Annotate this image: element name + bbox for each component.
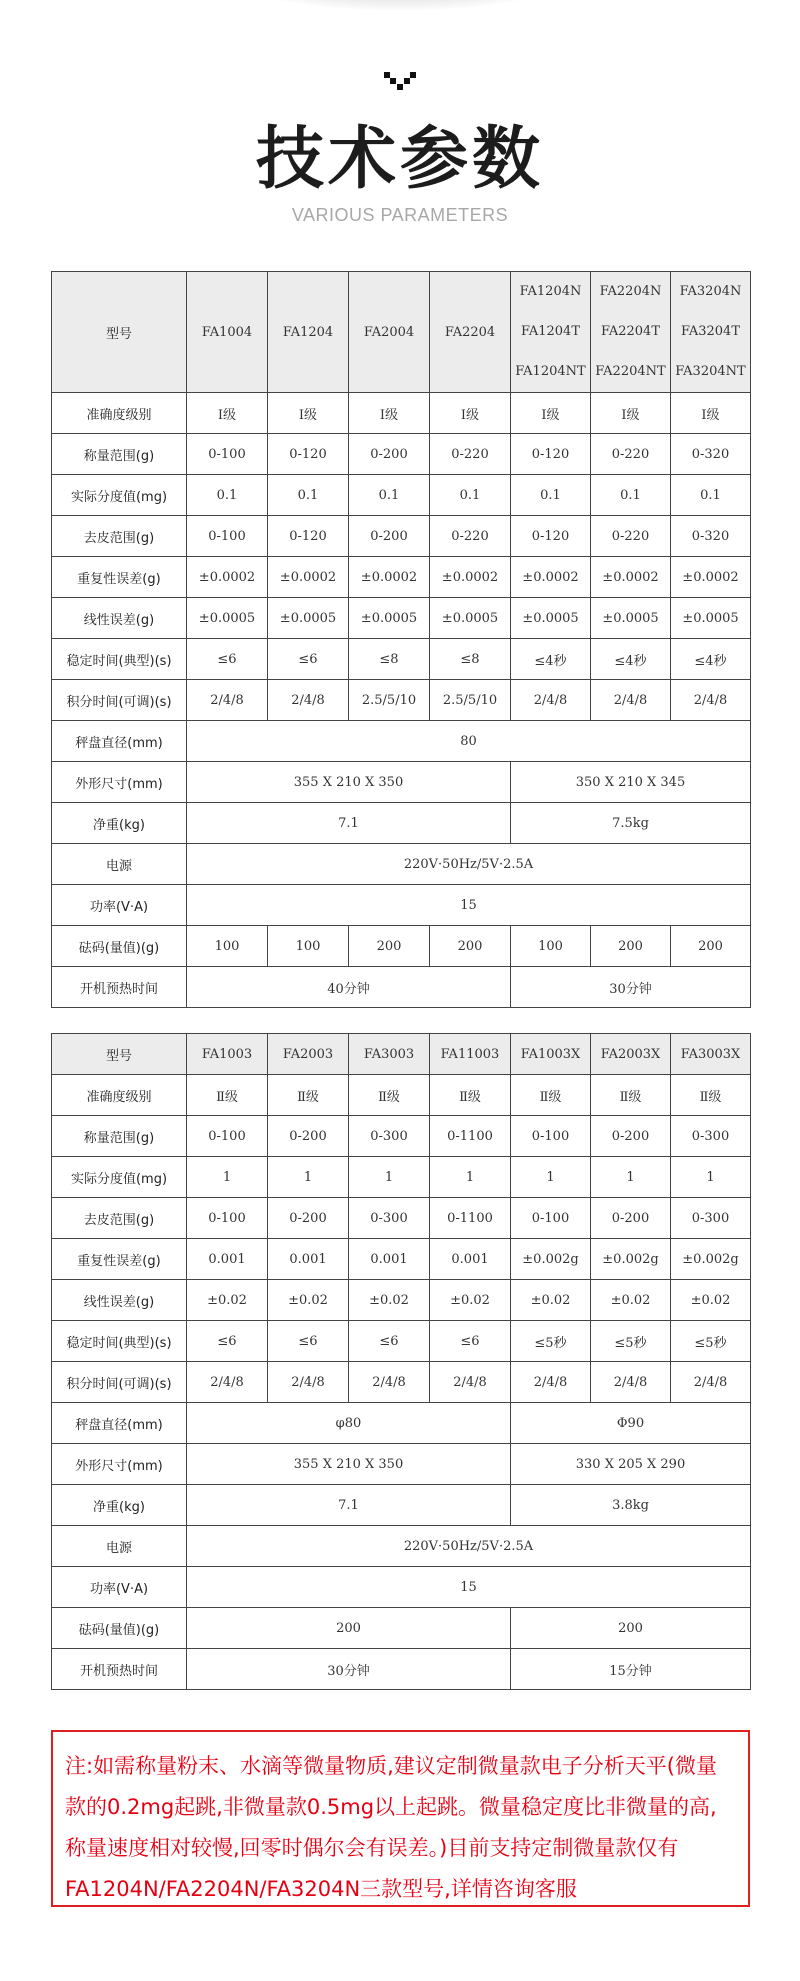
- value-cell: 0.1: [349, 475, 430, 516]
- value-cell: 1: [591, 1157, 671, 1198]
- spec-table-2: [51, 1033, 751, 1690]
- value-cell: ±0.002g: [671, 1239, 751, 1280]
- model-name: FA1204T: [520, 324, 581, 339]
- value-cell: 0-320: [671, 516, 751, 557]
- model-cell: [671, 272, 751, 393]
- value-cell: 100: [268, 926, 349, 967]
- value-cell: ±0.0005: [187, 598, 268, 639]
- value-cell: 80: [187, 721, 751, 762]
- value-cell: 2/4/8: [671, 680, 751, 721]
- value-cell: ±0.02: [349, 1280, 430, 1321]
- model-cell: FA3003: [349, 1034, 430, 1075]
- table-row: [52, 1444, 751, 1485]
- value-cell: 0-220: [591, 434, 671, 475]
- table-row: [52, 1608, 751, 1649]
- row-label: 准确度级别: [52, 1075, 187, 1116]
- value-cell: 0-100: [511, 1198, 591, 1239]
- model-name: FA2204T: [600, 324, 661, 339]
- model-name: FA3204N: [679, 284, 742, 299]
- table-row: [52, 393, 751, 434]
- table-row: [52, 557, 751, 598]
- model-cell: [511, 272, 591, 393]
- value-cell: 2/4/8: [187, 680, 268, 721]
- table-row: [52, 1116, 751, 1157]
- value-cell: 0-120: [511, 516, 591, 557]
- value-cell: ±0.02: [591, 1280, 671, 1321]
- value-cell: φ80: [187, 1403, 511, 1444]
- row-label: 型号: [52, 1034, 187, 1075]
- row-label: 秤盘直径(mm): [52, 1403, 187, 1444]
- value-cell: ±0.0005: [349, 598, 430, 639]
- row-label: 电源: [52, 844, 187, 885]
- value-cell: ±0.0002: [349, 557, 430, 598]
- value-cell: 2/4/8: [671, 1362, 751, 1403]
- value-cell: 0-200: [591, 1198, 671, 1239]
- value-cell: ±0.02: [511, 1280, 591, 1321]
- value-cell: ±0.002g: [591, 1239, 671, 1280]
- table-row: [52, 762, 751, 803]
- value-cell: ≤4秒: [591, 639, 671, 680]
- row-label: 线性误差(g): [52, 1280, 187, 1321]
- value-cell: 30分钟: [511, 967, 751, 1008]
- value-cell: ±0.0002: [187, 557, 268, 598]
- value-cell: ≤4秒: [671, 639, 751, 680]
- value-cell: Φ90: [511, 1403, 751, 1444]
- value-cell: Ⅱ级: [671, 1075, 751, 1116]
- value-cell: 2/4/8: [430, 1362, 511, 1403]
- value-cell: Ⅰ级: [187, 393, 268, 434]
- value-cell: 7.1: [187, 1485, 511, 1526]
- value-cell: 0.1: [187, 475, 268, 516]
- value-cell: 2/4/8: [511, 680, 591, 721]
- value-cell: 0-120: [268, 434, 349, 475]
- value-cell: 350 X 210 X 345: [511, 762, 751, 803]
- value-cell: ≤6: [268, 639, 349, 680]
- value-cell: ±0.0005: [511, 598, 591, 639]
- row-label: 型号: [52, 272, 187, 393]
- value-cell: 3.8kg: [511, 1485, 751, 1526]
- row-label: 积分时间(可调)(s): [52, 680, 187, 721]
- row-label: 称量范围(g): [52, 434, 187, 475]
- model-cell: FA1003X: [511, 1034, 591, 1075]
- row-label: 功率(V·A): [52, 885, 187, 926]
- value-cell: 200: [591, 926, 671, 967]
- table-row: [52, 1198, 751, 1239]
- table-row: [52, 967, 751, 1008]
- row-label: 外形尺寸(mm): [52, 762, 187, 803]
- value-cell: 1: [268, 1157, 349, 1198]
- value-cell: Ⅱ级: [349, 1075, 430, 1116]
- value-cell: ≤6: [187, 639, 268, 680]
- value-cell: 200: [349, 926, 430, 967]
- value-cell: 2/4/8: [349, 1362, 430, 1403]
- value-cell: 0-220: [430, 516, 511, 557]
- value-cell: 0-100: [187, 516, 268, 557]
- value-cell: 100: [511, 926, 591, 967]
- value-cell: 0-200: [349, 434, 430, 475]
- row-label: 去皮范围(g): [52, 1198, 187, 1239]
- table-row: [52, 1362, 751, 1403]
- row-label: 去皮范围(g): [52, 516, 187, 557]
- value-cell: ±0.0005: [671, 598, 751, 639]
- model-cell: FA1003: [187, 1034, 268, 1075]
- value-cell: ≤6: [268, 1321, 349, 1362]
- value-cell: ±0.02: [268, 1280, 349, 1321]
- model-cell: FA11003: [430, 1034, 511, 1075]
- value-cell: 0-1100: [430, 1198, 511, 1239]
- value-cell: ±0.002g: [511, 1239, 591, 1280]
- model-name: FA1204NT: [515, 364, 586, 379]
- value-cell: Ⅱ级: [591, 1075, 671, 1116]
- value-cell: 200: [671, 926, 751, 967]
- value-cell: 2/4/8: [268, 680, 349, 721]
- value-cell: Ⅰ级: [591, 393, 671, 434]
- value-cell: 1: [349, 1157, 430, 1198]
- value-cell: 0-200: [349, 516, 430, 557]
- value-cell: 1: [511, 1157, 591, 1198]
- value-cell: 0.001: [349, 1239, 430, 1280]
- value-cell: 355 X 210 X 350: [187, 1444, 511, 1485]
- value-cell: ≤5秒: [591, 1321, 671, 1362]
- value-cell: 2/4/8: [591, 1362, 671, 1403]
- model-cell: [591, 272, 671, 393]
- value-cell: 220V·50Hz/5V·2.5A: [187, 1526, 751, 1567]
- value-cell: 0-220: [430, 434, 511, 475]
- table-row: [52, 1280, 751, 1321]
- row-label: 净重(kg): [52, 1485, 187, 1526]
- value-cell: ≤8: [430, 639, 511, 680]
- row-label: 重复性误差(g): [52, 557, 187, 598]
- value-cell: Ⅰ级: [671, 393, 751, 434]
- value-cell: 0-120: [511, 434, 591, 475]
- model-name: FA3204T: [680, 324, 741, 339]
- row-label: 积分时间(可调)(s): [52, 1362, 187, 1403]
- value-cell: 2.5/5/10: [349, 680, 430, 721]
- row-label: 功率(V·A): [52, 1567, 187, 1608]
- value-cell: ±0.02: [671, 1280, 751, 1321]
- table-row: [52, 516, 751, 557]
- value-cell: 220V·50Hz/5V·2.5A: [187, 844, 751, 885]
- value-cell: 0.1: [268, 475, 349, 516]
- model-name: FA2204N: [599, 284, 662, 299]
- model-name: FA3204NT: [675, 364, 746, 379]
- value-cell: 2/4/8: [591, 680, 671, 721]
- value-cell: ≤5秒: [511, 1321, 591, 1362]
- value-cell: 330 X 205 X 290: [511, 1444, 751, 1485]
- row-label: 稳定时间(典型)(s): [52, 639, 187, 680]
- value-cell: 0-100: [187, 1116, 268, 1157]
- table-row: [52, 844, 751, 885]
- value-cell: 30分钟: [187, 1649, 511, 1690]
- value-cell: 0.001: [187, 1239, 268, 1280]
- table-row: [52, 1567, 751, 1608]
- value-cell: Ⅱ级: [511, 1075, 591, 1116]
- row-label: 称量范围(g): [52, 1116, 187, 1157]
- table-row: [52, 1157, 751, 1198]
- value-cell: ±0.0002: [671, 557, 751, 598]
- model-cell: FA2003: [268, 1034, 349, 1075]
- value-cell: 0-100: [187, 434, 268, 475]
- value-cell: Ⅰ级: [268, 393, 349, 434]
- model-cell: FA1204: [268, 272, 349, 393]
- table-row: [52, 885, 751, 926]
- table-row: [52, 639, 751, 680]
- value-cell: 0.001: [430, 1239, 511, 1280]
- table-row: [52, 803, 751, 844]
- value-cell: Ⅰ级: [511, 393, 591, 434]
- table-row: [52, 1239, 751, 1280]
- page-subtitle: VARIOUS PARAMETERS: [291, 205, 509, 225]
- row-label: 外形尺寸(mm): [52, 1444, 187, 1485]
- value-cell: ±0.02: [430, 1280, 511, 1321]
- custom-note: 注:如需称量粉末、水滴等微量物质,建议定制微量款电子分析天平(微量款的0.2mg起跳,非微量款0.5mg以上起跳。微量稳定度比非微量的高,称量速度相对较慢,回零时偶尔会有误差。)目前支持定制微量款仅有FA1204N/FA2204N/FA3204N三款型号,详情咨询客服: [51, 1730, 750, 1907]
- value-cell: 0-300: [349, 1198, 430, 1239]
- value-cell: ±0.0002: [268, 557, 349, 598]
- model-name: FA1204N: [519, 284, 582, 299]
- value-cell: 2.5/5/10: [430, 680, 511, 721]
- value-cell: 0-300: [671, 1116, 751, 1157]
- value-cell: 2/4/8: [187, 1362, 268, 1403]
- value-cell: 40分钟: [187, 967, 511, 1008]
- table-row: [52, 434, 751, 475]
- row-label: 准确度级别: [52, 393, 187, 434]
- row-label: 电源: [52, 1526, 187, 1567]
- value-cell: 0-320: [671, 434, 751, 475]
- value-cell: 0.001: [268, 1239, 349, 1280]
- table-row: [52, 926, 751, 967]
- row-label: 砝码(量值)(g): [52, 1608, 187, 1649]
- value-cell: 0-300: [349, 1116, 430, 1157]
- model-cell: FA2003X: [591, 1034, 671, 1075]
- value-cell: 0-200: [591, 1116, 671, 1157]
- value-cell: 100: [187, 926, 268, 967]
- value-cell: 0-1100: [430, 1116, 511, 1157]
- value-cell: 7.1: [187, 803, 511, 844]
- value-cell: Ⅰ级: [349, 393, 430, 434]
- value-cell: ±0.0002: [430, 557, 511, 598]
- value-cell: 0.1: [671, 475, 751, 516]
- value-cell: 0.1: [591, 475, 671, 516]
- value-cell: 15: [187, 885, 751, 926]
- row-label: 稳定时间(典型)(s): [52, 1321, 187, 1362]
- page-title: 技术参数: [255, 120, 544, 199]
- value-cell: 0-200: [268, 1198, 349, 1239]
- table-row: [52, 598, 751, 639]
- row-label: 砝码(量值)(g): [52, 926, 187, 967]
- value-cell: 1: [430, 1157, 511, 1198]
- model-name: FA2204NT: [595, 364, 666, 379]
- value-cell: ±0.02: [187, 1280, 268, 1321]
- value-cell: 355 X 210 X 350: [187, 762, 511, 803]
- value-cell: 0-100: [187, 1198, 268, 1239]
- value-cell: 1: [671, 1157, 751, 1198]
- value-cell: 0-120: [268, 516, 349, 557]
- model-cell: FA1004: [187, 272, 268, 393]
- value-cell: ±0.0005: [430, 598, 511, 639]
- value-cell: ≤5秒: [671, 1321, 751, 1362]
- table-row: [52, 1526, 751, 1567]
- value-cell: 0-300: [671, 1198, 751, 1239]
- value-cell: ±0.0002: [591, 557, 671, 598]
- value-cell: 0-200: [268, 1116, 349, 1157]
- table-row: [52, 475, 751, 516]
- table-row: [52, 721, 751, 762]
- row-label: 开机预热时间: [52, 967, 187, 1008]
- value-cell: ≤6: [430, 1321, 511, 1362]
- value-cell: ≤8: [349, 639, 430, 680]
- row-label: 实际分度值(mg): [52, 475, 187, 516]
- value-cell: 7.5kg: [511, 803, 751, 844]
- value-cell: 200: [430, 926, 511, 967]
- value-cell: ±0.0002: [511, 557, 591, 598]
- top-shadow-decoration: [250, 0, 550, 10]
- row-label: 秤盘直径(mm): [52, 721, 187, 762]
- row-label: 线性误差(g): [52, 598, 187, 639]
- model-cell: FA2204: [430, 272, 511, 393]
- table-row: [52, 1075, 751, 1116]
- value-cell: 15分钟: [511, 1649, 751, 1690]
- value-cell: Ⅱ级: [268, 1075, 349, 1116]
- value-cell: ±0.0005: [591, 598, 671, 639]
- value-cell: ≤6: [187, 1321, 268, 1362]
- value-cell: 0-220: [591, 516, 671, 557]
- value-cell: 2/4/8: [511, 1362, 591, 1403]
- value-cell: 200: [187, 1608, 511, 1649]
- table-header-row: [52, 272, 751, 393]
- table-row: [52, 1649, 751, 1690]
- value-cell: 2/4/8: [268, 1362, 349, 1403]
- table-row: [52, 1403, 751, 1444]
- value-cell: ±0.0005: [268, 598, 349, 639]
- model-cell: FA2004: [349, 272, 430, 393]
- value-cell: 0.1: [430, 475, 511, 516]
- table-row: [52, 1321, 751, 1362]
- value-cell: 0-100: [511, 1116, 591, 1157]
- chevron-down-icon: [384, 72, 416, 92]
- value-cell: ≤6: [349, 1321, 430, 1362]
- value-cell: 1: [187, 1157, 268, 1198]
- value-cell: 15: [187, 1567, 751, 1608]
- table-row: [52, 1485, 751, 1526]
- row-label: 开机预热时间: [52, 1649, 187, 1690]
- value-cell: Ⅰ级: [430, 393, 511, 434]
- table-row: [52, 680, 751, 721]
- value-cell: Ⅱ级: [430, 1075, 511, 1116]
- row-label: 实际分度值(mg): [52, 1157, 187, 1198]
- model-cell: FA3003X: [671, 1034, 751, 1075]
- row-label: 净重(kg): [52, 803, 187, 844]
- table-header-row: [52, 1034, 751, 1075]
- value-cell: 200: [511, 1608, 751, 1649]
- row-label: 重复性误差(g): [52, 1239, 187, 1280]
- value-cell: ≤4秒: [511, 639, 591, 680]
- value-cell: 0.1: [511, 475, 591, 516]
- value-cell: Ⅱ级: [187, 1075, 268, 1116]
- spec-table-1: [51, 271, 751, 1008]
